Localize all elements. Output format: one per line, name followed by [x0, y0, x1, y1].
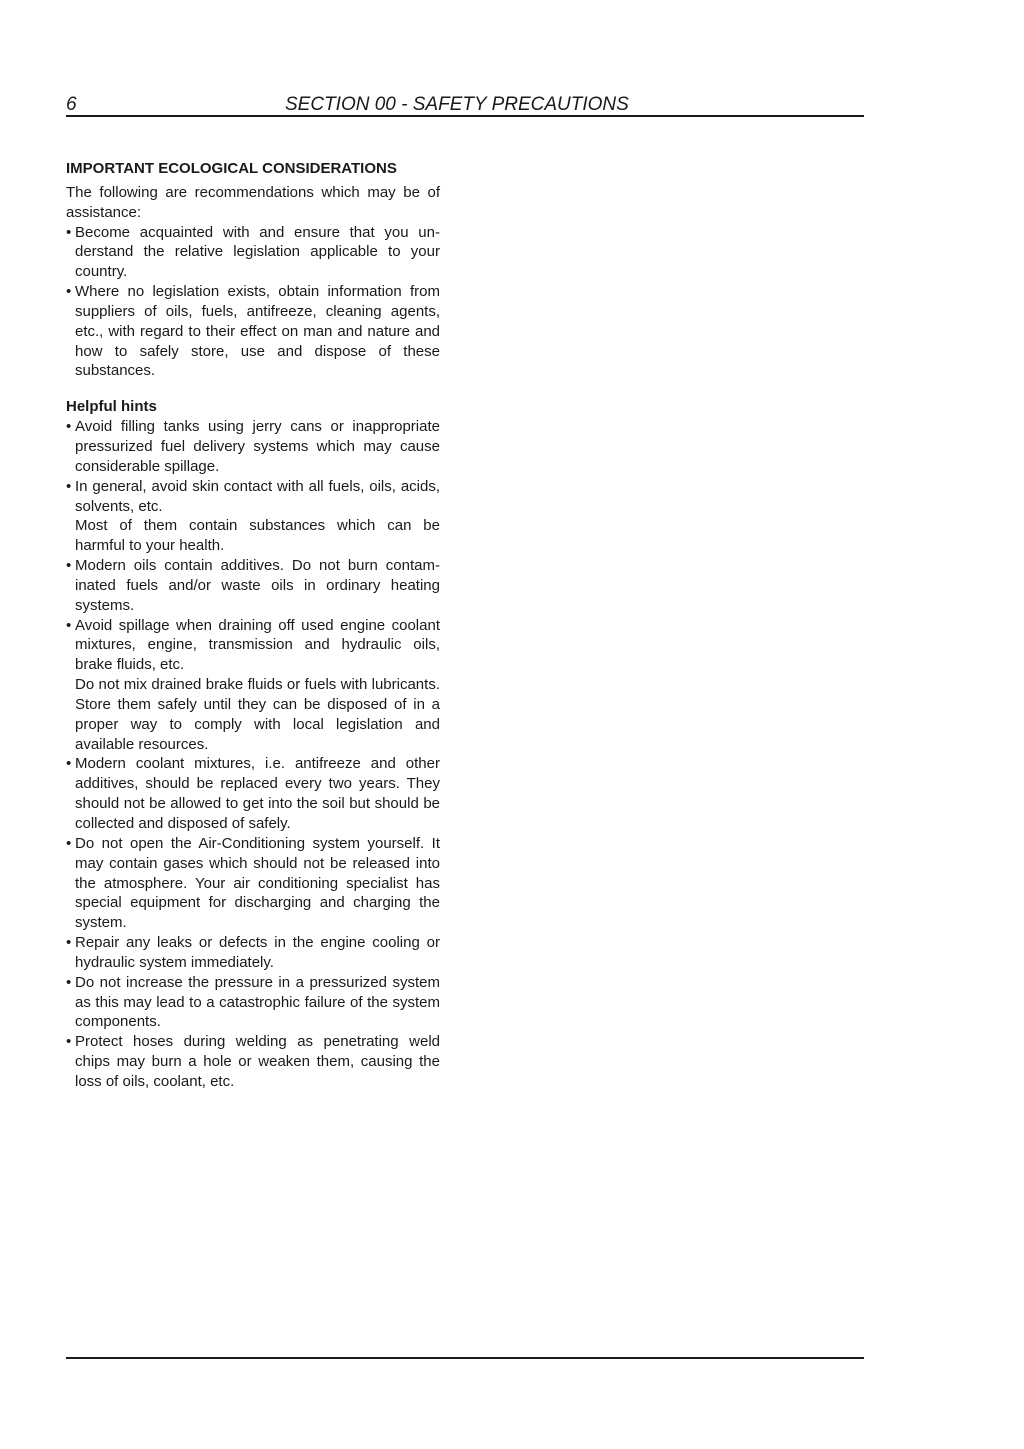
list-item-text: Where no legislation exists, obtain information from suppliers of oils, fuels, antifreeze, cleaning agents, etc., with regard to their effect on man and nature and how to safely store, use and dispose of these substances. [75, 283, 440, 380]
list-item [66, 754, 440, 833]
list-item [66, 223, 440, 283]
bullet-icon: • [66, 418, 72, 436]
ecological-list [66, 223, 440, 382]
helpful-hints-list [66, 417, 440, 1092]
list-item-text: Most of them contain substances which can be harmful to your health. [75, 517, 440, 555]
bullet-icon: • [66, 973, 72, 991]
bullet-icon: • [66, 223, 72, 241]
ecological-intro: The following are recommendations which may be of assistance: [66, 183, 440, 221]
list-item [66, 973, 440, 1033]
list-item-text: In general, avoid skin contact with all fuels, oils, acids, solvents, etc. [75, 477, 440, 515]
list-item [66, 616, 440, 755]
list-item-text: Modern oils contain additives. Do not burn contaminated fuels and/or waste oils in ordinary heating systems. [75, 557, 440, 614]
list-item-text: Do not open the Air-Conditioning system yourself. It may contain gases which should not be released into the atmosphere. Your air conditioning specialist has special equipment for discharging and charging the system. [75, 834, 440, 932]
bullet-icon: • [66, 755, 72, 773]
bullet-icon: • [66, 834, 72, 852]
list-item [66, 556, 440, 616]
list-item [66, 834, 440, 933]
list-item-text: Become acquainted with and ensure that you understand the relative legislation applicable to your country. [75, 223, 440, 281]
list-item-text: Avoid spillage when draining off used engine coolant mixtures, engine, transmission and hydraulic oils, brake fluids, etc. [75, 616, 440, 674]
bullet-icon: • [66, 557, 72, 575]
bullet-icon: • [66, 477, 72, 495]
section-title: SECTION 00 - SAFETY PRECAUTIONS [285, 94, 629, 115]
list-item-text: Protect hoses during welding as penetrating weld chips may burn a hole or weaken them, causing the loss of oils, coolant, etc. [75, 1033, 440, 1090]
list-item [66, 477, 440, 556]
list-item-text: Modern coolant mixtures, i.e. antifreeze and other additives, should be replaced every two years. They should not be allowed to get into the soil but should be collected and disposed of safely. [75, 755, 440, 832]
list-item-text: Avoid filling tanks using jerry cans or inappropriate pressurized fuel delivery systems which may cause considerable spillage. [75, 418, 440, 475]
page-header [66, 88, 864, 117]
page-content [66, 159, 440, 1092]
list-item [66, 1032, 440, 1092]
list-item [66, 282, 440, 381]
list-item-text: Do not mix drained brake fluids or fuels with lubricants. Store them safely until they can be disposed of in a proper way to comply with local legislation and available resources. [75, 676, 440, 753]
footer-rule [66, 1357, 864, 1359]
list-item [66, 417, 440, 477]
list-item [66, 933, 440, 973]
page-number: 6 [66, 94, 77, 115]
bullet-icon: • [66, 1033, 72, 1051]
bullet-icon: • [66, 934, 72, 952]
list-item-text: Repair any leaks or defects in the engine cooling or hydraulic system immediately. [75, 934, 440, 971]
bullet-icon: • [66, 283, 72, 301]
helpful-hints-heading: Helpful hints [66, 398, 157, 416]
bullet-icon: • [66, 616, 72, 634]
list-item-text: Do not increase the pressure in a pressurized system as this may lead to a catastrophic failure of the system components. [75, 973, 440, 1031]
ecological-heading: IMPORTANT ECOLOGICAL CONSIDERATIONS [66, 160, 397, 177]
